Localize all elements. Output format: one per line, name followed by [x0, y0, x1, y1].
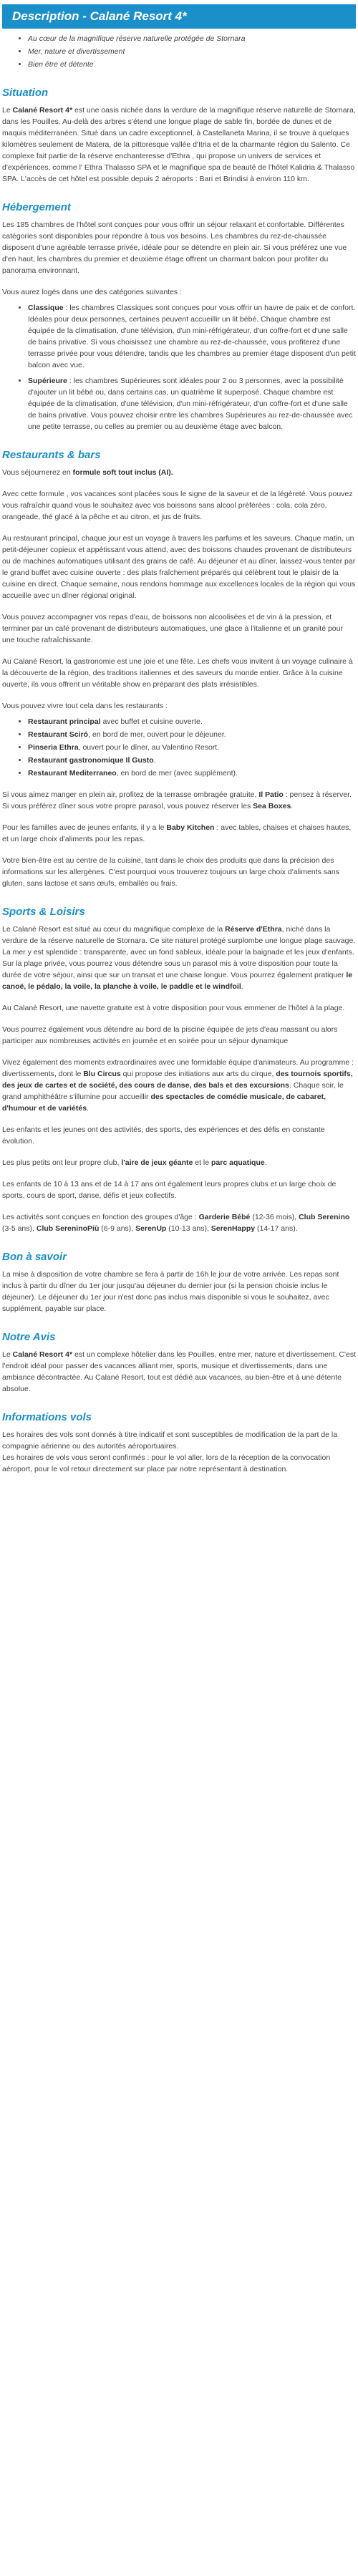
restaurant-item	[28, 755, 356, 766]
club-name: Garderie Bébé	[198, 1213, 251, 1221]
room-description: : les chambres Supérieures sont idéales pour 2 ou 3 personnes, avec la possibilité d'ajouter un lit bébé ou, dans certains cas, un quatrième lit superposé. Chaque chambre est équipée de la climatisation, d'une télévision, d'un mini-réfrigérateur, d'un coffre-fort et d'une salle de bains privative. Vous pouvez choisir entre les chambres Supérieures au rez-de-chaussée avec une petite terrasse, ou celles au premier ou au deuxième étage avec balcon.	[28, 377, 353, 431]
room-name: Classique	[28, 304, 64, 312]
restaurants-patio-text	[2, 789, 356, 812]
text-run: (14-17 ans).	[255, 1224, 298, 1233]
shows-list: des spectacles de comédie musicale, de cabaret, d'humour et de variétés	[2, 1093, 326, 1113]
restaurant-list	[2, 716, 356, 779]
restaurant-name: Restaurant Mediterraneo	[28, 769, 117, 778]
section-heading-restaurants: Restaurants & bars	[2, 449, 101, 461]
club-name: Club Serenino	[299, 1213, 350, 1221]
restaurants-text: Au Calané Resort, la gastronomie est une joie et une fête. Les chefs vous invitent à un voyage culinaire à la découverte de la région, des traditions italiennes et des saveurs du monde entier. Grâce à la cuisine ouverte, ils vous offrent un véritable show en préparant des plats irrésistibles.	[2, 657, 353, 689]
sports-animation-text	[2, 1057, 356, 1114]
restaurants-baby-kitchen-text	[2, 822, 356, 845]
restaurant-note: , en bord de mer (avec supplément).	[116, 769, 238, 778]
restaurants-list-intro: Vous pouvez vivre tout cela dans les restaurants :	[2, 702, 168, 710]
hotel-name: Calané Resort 4*	[12, 106, 73, 115]
intro-item: • Au cœur de la magnifique réserve naturelle protégée de Stornara	[28, 33, 356, 44]
play-area-name: l'aire de jeux géante	[121, 1158, 193, 1167]
sports-text: Les enfants de 10 à 13 ans et de 14 à 17 ans ont également leurs propres clubs et un large choix de sports, cours de sport, danse, défis et jeux collectifs.	[2, 1180, 337, 1200]
text-run: .	[87, 1104, 89, 1113]
restaurant-name: Restaurant Sciró	[28, 730, 89, 739]
reserve-name: Réserve d'Ethra	[225, 925, 282, 934]
text-run: (3-5 ans),	[2, 1224, 37, 1233]
sea-boxes-name: Sea Boxes	[253, 802, 291, 810]
club-name: SerenUp	[135, 1224, 167, 1233]
text-run: Les activités sont conçues en fonction des groupes d'âge :	[2, 1213, 199, 1221]
text-run: Les plus petits ont leur propre club,	[2, 1158, 122, 1167]
restaurant-note: .	[153, 756, 156, 765]
text-run: (6-9 ans),	[99, 1224, 136, 1233]
section-heading-hebergement: Hébergement	[2, 201, 71, 213]
club-name: Club SereninoPiù	[36, 1224, 100, 1233]
intro-list	[2, 33, 356, 70]
room-name: Supérieure	[28, 377, 67, 385]
informations-vols-text: Les horaires des vols sont donnés à titre indicatif et sont susceptibles de modification de la part de la compagnie aérienne ou des autorités aéroportuaires.	[2, 1430, 338, 1451]
bon-a-savoir-text: La mise à disposition de votre chambre se fera à partir de 16h le jour de votre arrivée. Les repas sont inclus à partir du dîner du 1er jour jusqu'au déjeuner du dernier jour (si la pension choisie inclus le déjeuner). Le déjeuner du 1er jour n'est donc pas inclus mais disponible si vous le souhaitez, avec supplément, payable sur place.	[2, 1270, 339, 1313]
intro-item: • Mer, nature et divertissement	[28, 46, 356, 57]
restaurant-item	[28, 716, 356, 727]
restaurant-item	[28, 729, 356, 740]
description-banner: Description - Calané Resort 4*	[2, 4, 356, 29]
section-heading-situation: Situation	[2, 87, 49, 99]
notre-avis-text	[2, 1349, 356, 1395]
text-run: Le	[2, 106, 13, 115]
text-run: et le	[193, 1158, 212, 1167]
restaurant-item	[28, 768, 356, 779]
text-run: : avec tables, chaises et chaises hautes, et un large choix d'aliments pour les repas.	[2, 823, 352, 843]
restaurants-text: Vous pouvez accompagner vos repas d'eau, de boissons non alcoolisées et de vin à la pression, et terminer par un café provenant de distributeurs automatiques, une glace à l'italienne et un granité pour une touche rafraîchissante.	[2, 613, 343, 644]
sports-kids-club-text	[2, 1157, 356, 1168]
blu-circus-name: Blu Circus	[83, 1070, 121, 1078]
sports-text	[2, 924, 356, 992]
restaurant-name: Pinseria Ethra	[28, 743, 79, 752]
restaurants-formula	[2, 467, 356, 478]
text-run: : pensez à réserver. Si vous préférez dîner sous votre propre parasol, vous pouvez réserver les	[2, 790, 352, 810]
section-heading-notre-avis: Notre Avis	[2, 1331, 56, 1343]
baby-kitchen-name: Baby Kitchen	[166, 823, 215, 832]
club-name: SerenHappy	[211, 1224, 256, 1233]
hotel-name: Calané Resort 4*	[12, 1350, 73, 1359]
room-item-classique	[28, 302, 356, 371]
situation-text	[2, 105, 356, 185]
water-park-name: parc aquatique	[211, 1158, 265, 1167]
sports-text: Au Calané Resort, une navette gratuite est à votre disposition pour vous emmener de l'hôtel à la plage.	[2, 1004, 345, 1012]
text-run: qui propose des initiations aux arts du cirque,	[120, 1070, 276, 1078]
intro-item: • Bien être et détente	[28, 59, 356, 70]
restaurant-name: Restaurant gastronomique Il Gusto	[28, 756, 154, 765]
informations-vols-text: Les horaires de vols vous seront confirmés : pour le vol aller, lors de la réception de la convocation aéroport, pour le vol retour directement sur place par notre représentant à destination.	[2, 1453, 331, 1473]
activities-list: des tournois sportifs, des jeux de cartes et de société, des cours de danse, des bals et des excursions	[2, 1070, 353, 1090]
text-run: , niché dans la verdure de la réserve naturelle de Stornara. Ce site naturel protégé surplombe une longue plage sauvage. La mer y est splendide : transparente, avec un fond sableux, idéale pour la baignade et les jeux d'enfants. Sur la plage privée, vous pourrez vous détendre sous un parasol mis à votre disposition pour toute la durée de votre séjour, ainsi que sur un transat et une chaise longue. Vous pourrez également pratiquer	[2, 925, 356, 979]
room-description: : les chambres Classiques sont conçues pour vous offrir un havre de paix et de confort. Idéales pour deux personnes, certaines peuvent accueillir un lit bébé. Chaque chambre est équipée de la climatisation, d'une télévision, d'un mini-réfrigérateur, d'un coffre-fort et d'une salle de bains privative. Si vous choisissez une chambre au rez-de-chaussée, vous profiterez d'une terrasse privée pour vous détendre, tandis que les chambres au premier étage disposent d'un petit balcon avec vue.	[28, 304, 356, 369]
text-run: est un complexe hôtelier dans les Pouilles, entre mer, nature et divertissement. C'est l'endroit idéal pour passer des vacances alliant mer, sports, musique et divertissements, dans une ambiance décontractée. Au Calané Resort, tout est dédié aux vacances, au bien-être et à une détente absolue.	[2, 1350, 357, 1393]
restaurant-note: , ouvert pour le dîner, au Valentino Resort.	[78, 743, 220, 752]
text-run: Si vous aimez manger en plein air, profitez de la terrasse ombragée gratuite,	[2, 790, 259, 799]
restaurant-name: Restaurant principal	[28, 717, 101, 726]
sports-text: Vous pourrez également vous détendre au bord de la piscine équipée de jets d'eau massant ou alors participer aux nombreuses activités en journée et en soirée pour un séjour dynamique	[2, 1025, 338, 1045]
hebergement-categories-intro: Vous aurez logés dans une des catégories suivantes :	[2, 288, 182, 296]
restaurant-note: avec buffet et cuisine ouverte.	[100, 717, 203, 726]
text-run: Pour les familles avec de jeunes enfants, il y a le	[2, 823, 167, 832]
hebergement-intro: Les 185 chambres de l'hôtel sont conçues pour vous offrir un séjour relaxant et confortable. Différentes catégories sont disponibles pour répondre à tous vos besoins. Les chambres du rez-de-chaussée disposent d'une agréable terrasse privée, idéale pour se détendre en plein air. Si vous préférez une vue d'en haut, les chambres du premier et deuxième étage offrent un charmant balcon pour profiter du panorama environnant.	[2, 221, 347, 275]
restaurants-text: Avec cette formule , vos vacances sont placées sous le signe de la saveur et de la légèreté. Vous pouvez vous rafraîchir quand vous le souhaitez avec vos boissons sans alcool préférées : cola, cola zéro, orangeade, thé glacé à la pêche et au citron, et jus de fruits.	[2, 490, 353, 521]
room-item-superieure	[28, 375, 356, 432]
text-run: Le	[2, 1350, 13, 1359]
text-run: . Chaque soir, le grand amphithéâtre s'illumine pour accueillir	[2, 1081, 344, 1101]
restaurant-note: , en bord de mer, ouvert pour le déjeuner.	[88, 730, 226, 739]
text-run: Vous séjournerez en	[2, 468, 73, 477]
patio-name: Il Patio	[258, 790, 284, 799]
sports-age-groups-text	[2, 1211, 356, 1234]
section-heading-bon-a-savoir: Bon à savoir	[2, 1251, 67, 1263]
section-heading-sports: Sports & Loisirs	[2, 906, 85, 918]
section-heading-informations-vols: Informations vols	[2, 1411, 92, 1423]
formula-name: formule soft tout inclus (AI).	[72, 468, 173, 477]
text-run: (12-36 mois),	[250, 1213, 299, 1221]
text-run: est une oasis nichée dans la verdure de la magnifique réserve naturelle de Stornara, dans les Pouilles. Au-delà des arbres s'étend une longue plage de sable fin, bordée de dunes et de maquis méditerranéen. Situé dans un cadre exceptionnel, à Castellaneta Marina, il se trouve à quelques kilomètres seulement de Matera, de la pittoresque vallée d'Itria et de la charmante région du Salento. Ce complexe fait partie de la réserve enchanteresse d'Ethra , qui propose un univers de services et d'expériences, comme l' Ethra Thalasso SPA et le magnifique spa de beauté de l'hôtel Kalidria & Thalasso SPA. L'accès de cet hôtel est possible depuis 2 aéroports : Bari et Brindisi à environ 110 km.	[2, 106, 356, 183]
text-run: Vivez également des moments extraordinaires avec une formidable équipe d'animateurs. Au programme : divertissements, dont le	[2, 1058, 354, 1078]
restaurants-text: Au restaurant principal, chaque jour est un voyage à travers les parfums et les saveurs. Chaque matin, un petit-déjeuner copieux et appétissant vous attend, avec des boissons chaudes provenant de distributeurs ou de machines automatiques utilisant des grains de café. Au déjeuner et au dîner, laissez-vous tenter par le grand buffet avec cuisine ouverte : des plats fraîchement préparés qui célèbrent tout le plaisir de la cuisine en direct. Chaque semaine, nous rendons hommage aux excellences locales de la région qui vous accueille avec un dîner régional original.	[2, 534, 356, 600]
restaurant-item	[28, 742, 356, 753]
room-list	[2, 302, 356, 432]
text-run: .	[241, 982, 243, 991]
text-run: (10-13 ans),	[166, 1224, 211, 1233]
text-run: Le Calané Resort est situé au cœur du magnifique complexe de la	[2, 925, 226, 934]
restaurants-allergens-text: Votre bien-être est au centre de la cuisine, tant dans le choix des produits que dans la précision des informations sur les allergènes. C'est pourquoi vous trouverez toujours un large choix d'aliments sans gluten, sans lactose et sans œufs, emballés ou frais.	[2, 856, 339, 888]
water-sports-list: le canoë, le pédalo, la voile, la planche à voile, le paddle et le windfoil	[2, 971, 353, 991]
text-run: .	[291, 802, 294, 810]
sports-text: Les enfants et les jeunes ont des activités, des sports, des expériences et des défis en constante évolution.	[2, 1125, 325, 1146]
text-run: .	[264, 1158, 267, 1167]
